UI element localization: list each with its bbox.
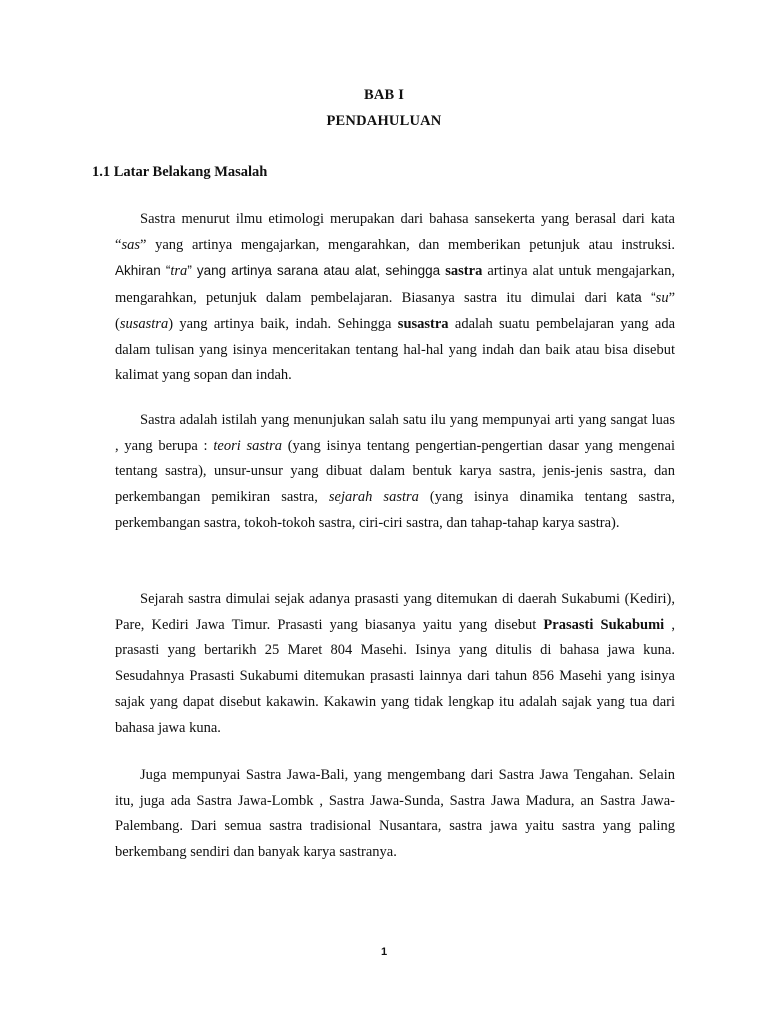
paragraph-3-text: Sejarah sastra dimulai sejak adanya prasasti yang ditemukan di daerah Sukabumi (Kediri), Pare, Kediri Jawa Timur. Prasasti yang biasanya yaitu yang disebut [115, 591, 675, 633]
paragraph-1-text: ” ( [115, 290, 676, 332]
paragraph-2-text: Sastra adalah istilah yang menunjukan salah satu ilu yang mempunyai arti yang sangat luas , yang berupa : [115, 412, 675, 454]
paragraph-2-text: (yang isinya dinamika tentang sastra, perkembangan sastra, tokoh-tokoh sastra, ciri-ciri sastra, dan tahap-tahap karya sastra). [115, 489, 675, 531]
paragraph-1-text: Akhiran “ [115, 263, 171, 279]
term-su: su [655, 290, 669, 307]
paragraph-1 [115, 207, 675, 389]
section-heading: 1.1 Latar Belakang Masalah [92, 164, 268, 180]
paragraph-3-text: , prasasti yang bertarikh 25 Maret 804 Masehi. Isinya yang ditulis di bahasa jawa kuna. Sesudahnya Prasasti Sukabumi ditemukan prasasti lainnya dari tahun 856 Masehi yang isinya sajak yang dapat disebut kakawin. Kakawin yang tidak lengkap itu adalah sajak yang tua dari bahasa jawa kuna. [115, 616, 675, 736]
paragraph-1-text: ” yang artinya sarana atau alat, sehingga [187, 263, 446, 279]
paragraph-1-text: ” yang artinya mengajarkan, mengarahkan, dan memberikan petunjuk atau instruksi. [139, 236, 675, 253]
paragraph-4-text: Juga mempunyai Sastra Jawa-Bali, yang mengembang dari Sastra Jawa Tengahan. Selain itu, juga ada Sastra Jawa-Lombk , Sastra Jawa-Sunda, Sastra Jawa Madura, an Sastra Jawa-Palembang. Dari semua sastra tradisional Nusantara, sastra jawa yaitu sastra yang paling berkembang sendiri dan banyak karya sastranya. [115, 767, 675, 861]
chapter-title: PENDAHULUAN [326, 113, 442, 129]
term-susastra-bold: susastra [397, 315, 449, 332]
paragraph-2-text: (yang isinya tentang pengertian-pengertian dasar yang mengenai tentang sastra), unsur-unsur yang dibuat dalam bentuk karya sastra, jenis-jenis sastra, dan perkembangan pemikiran sastra, [115, 437, 676, 506]
paragraph-3 [115, 587, 675, 741]
term-teori-sastra: teori sastra [213, 437, 282, 454]
paragraph-1-text: ) yang artinya baik, indah. Sehingga [168, 315, 398, 332]
term-tra: tra [170, 263, 188, 280]
term-susastra-italic: susastra [119, 315, 169, 332]
term-sas: sas [121, 236, 140, 253]
term-prasasti-sukabumi: Prasasti Sukabumi [543, 616, 665, 633]
paragraph-1-text: kata “ [616, 290, 656, 306]
chapter-number: BAB I [363, 87, 405, 103]
page-number: 1 [380, 946, 388, 958]
paragraph-2 [115, 408, 675, 537]
paragraph-4 [115, 763, 675, 866]
paragraph-1-text: Sastra menurut ilmu etimologi merupakan dari bahasa sansekerta yang berasal dari kata “ [115, 211, 675, 253]
paragraph-1-text: adalah suatu pembelajaran yang ada dalam tulisan yang isinya menceritakan tentang hal-hal yang indah dan baik atau bisa disebut kalimat yang sopan dan indah. [115, 315, 676, 384]
paragraph-1-text: artinya alat untuk mengajarkan, mengarahkan, petunjuk dalam pembelajaran. Biasanya sastra itu dimulai dari [115, 263, 675, 307]
term-sastra: sastra [445, 263, 483, 280]
term-sejarah-sastra: sejarah sastra [328, 489, 419, 506]
